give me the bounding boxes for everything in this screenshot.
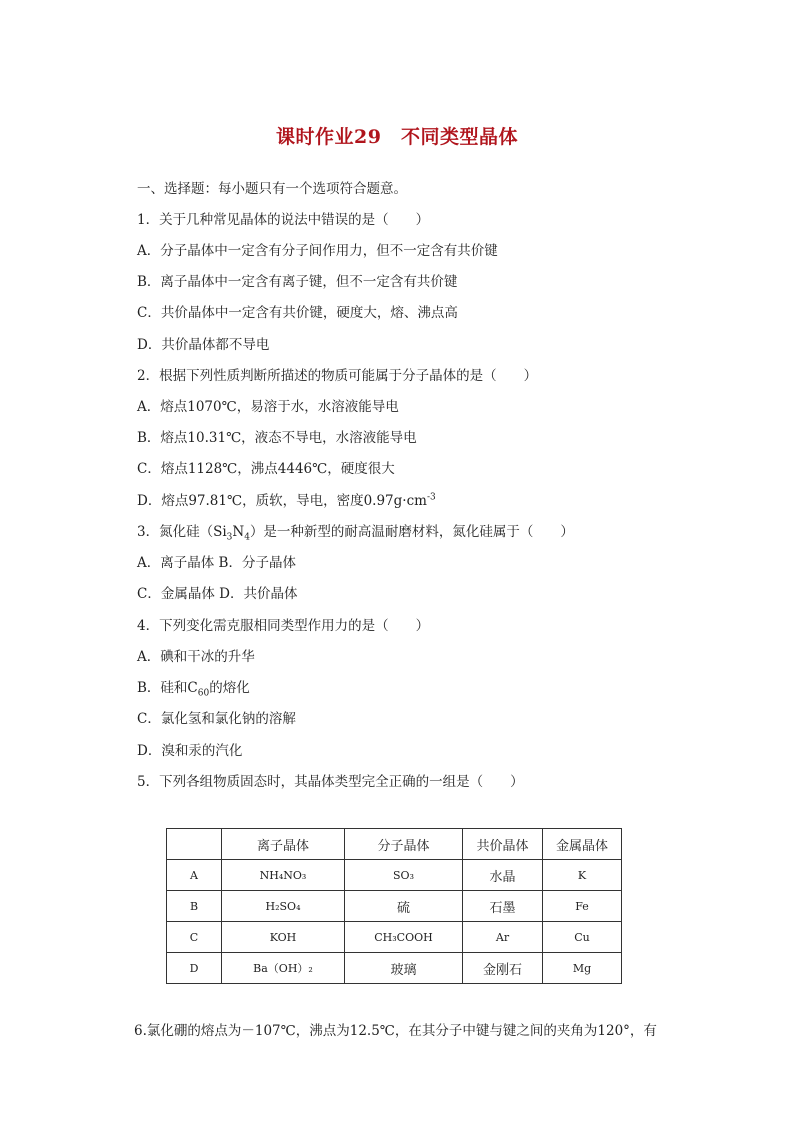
ionic-cell: Ba（OH）₂ [222, 953, 345, 984]
q1-option-a: A．分子晶体中一定含有分子间作用力，但不一定含有共价键 [137, 243, 498, 259]
q1-option-d: D．共价晶体都不导电 [137, 337, 270, 353]
metal-cell: Mg [543, 953, 622, 984]
q1-option-b: B．离子晶体中一定含有离子键，但不一定含有共价键 [137, 274, 458, 290]
q2-option-a: A．熔点1070℃，易溶于水，水溶液能导电 [137, 399, 399, 415]
molecular-cell: SO₃ [345, 860, 463, 891]
table-row [167, 953, 622, 984]
q2-option-d: D．熔点97.81℃，质软，导电，密度$0.97g\cdot cm^{-3}$ [137, 492, 436, 509]
row-label: C [167, 922, 222, 953]
table-header-cell [167, 829, 222, 860]
table-row [167, 922, 622, 953]
q4-option-c: C．氯化氢和氯化钠的溶解 [137, 711, 296, 727]
row-label: B [167, 891, 222, 922]
row-label: A [167, 860, 222, 891]
q1-option-c: C．共价晶体中一定含有共价键，硬度大，熔、沸点高 [137, 305, 458, 321]
q5-stem: 5．下列各组物质固态时，其晶体类型完全正确的一组是（ ） [137, 774, 524, 790]
molecular-cell: CH₃COOH [345, 922, 463, 953]
row-label: D [167, 953, 222, 984]
metal-cell: K [543, 860, 622, 891]
molecular-cell: 玻璃 [345, 953, 463, 984]
q4-stem: 4．下列变化需克服相同类型作用力的是（ ） [137, 618, 430, 634]
covalent-cell: 石墨 [463, 891, 543, 922]
covalent-cell: Ar [463, 922, 543, 953]
q3-options-cd: C．金属晶体 D．共价晶体 [137, 586, 298, 602]
table-row [167, 891, 622, 922]
q3-stem: 3．氮化硅$(Si_3N_4)$是一种新型的耐高温耐磨材料，氮化硅属于（ ） [137, 524, 574, 543]
q4-option-d: D．溴和汞的汽化 [137, 743, 243, 759]
ionic-cell: H₂SO₄ [222, 891, 345, 922]
q4-option-b: B．硅和$C_{60}$的熔化 [137, 680, 250, 699]
q2-option-c: C．熔点1128℃，沸点4446℃，硬度很大 [137, 461, 395, 477]
ionic-cell: KOH [222, 922, 345, 953]
q6-stem: 6.氯化硼的熔点为－107℃，沸点为12.5℃，在其分子中键与键之间的夹角为120°，有 [134, 1023, 657, 1039]
table-header-cell: 分子晶体 [345, 829, 463, 860]
covalent-cell: 金刚石 [463, 953, 543, 984]
crystal-type-table [166, 828, 622, 984]
q4-option-a: A．碘和干冰的升华 [137, 649, 255, 665]
metal-cell: Fe [543, 891, 622, 922]
ionic-cell: NH₄NO₃ [222, 860, 345, 891]
molecular-cell: 硫 [345, 891, 463, 922]
q2-option-b: B．熔点10.31℃，液态不导电，水溶液能导电 [137, 430, 417, 446]
section-heading: 一、选择题：每小题只有一个选项符合题意。 [137, 181, 407, 197]
q2-stem: 2．根据下列性质判断所描述的物质可能属于分子晶体的是（ ） [137, 368, 538, 384]
table-row [167, 860, 622, 891]
q3-options-ab: A．离子晶体 B．分子晶体 [137, 555, 296, 571]
table-header-cell: 离子晶体 [222, 829, 345, 860]
covalent-cell: 水晶 [463, 860, 543, 891]
table-header-cell: 共价晶体 [463, 829, 543, 860]
metal-cell: Cu [543, 922, 622, 953]
page-title: 课时作业29 不同类型晶体 [276, 126, 518, 148]
table-header-cell: 金属晶体 [543, 829, 622, 860]
q1-stem: 1．关于几种常见晶体的说法中错误的是（ ） [137, 212, 430, 228]
table-header-row [167, 829, 622, 860]
